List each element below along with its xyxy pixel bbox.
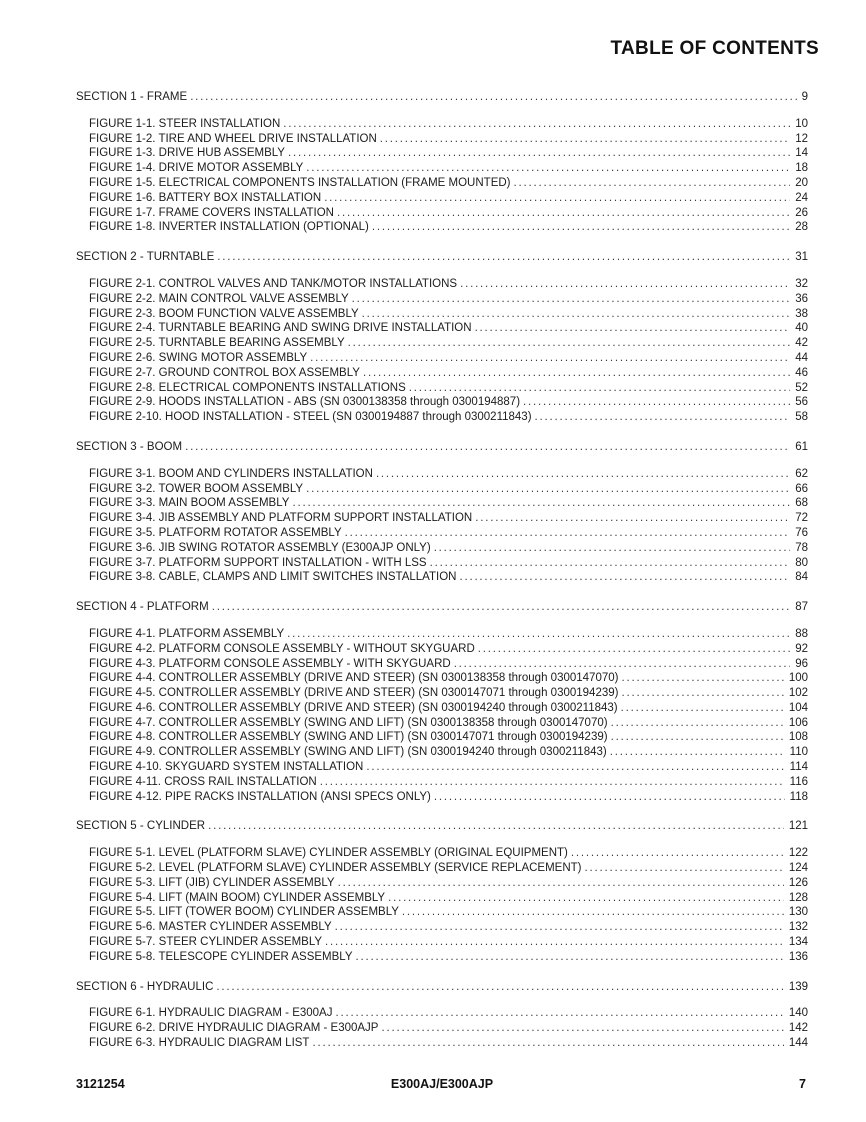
toc-entry-label: FIGURE 1-5. ELECTRICAL COMPONENTS INSTALLATION (FRAME MOUNTED) [89, 176, 511, 189]
toc-entry-row[interactable] [76, 671, 808, 686]
dot-leader [362, 307, 791, 322]
toc-section-entries [76, 846, 808, 964]
toc-entry-row[interactable] [76, 861, 808, 876]
toc-entry-row[interactable] [76, 482, 808, 497]
toc-section-entries [76, 1006, 808, 1050]
toc-entry-row[interactable] [76, 701, 808, 716]
toc-entry-page: 110 [789, 746, 808, 759]
toc-entry-page: 14 [795, 147, 808, 160]
dot-leader [514, 176, 791, 191]
toc-entry-page: 128 [788, 891, 808, 904]
toc-entry-label: FIGURE 5-2. LEVEL (PLATFORM SLAVE) CYLINDER ASSEMBLY (SERVICE REPLACEMENT) [89, 862, 582, 875]
dot-leader [348, 336, 791, 351]
toc-section-label: SECTION 6 - HYDRAULIC [76, 980, 214, 993]
toc-entry-label: FIGURE 1-8. INVERTER INSTALLATION (OPTIONAL) [89, 221, 369, 234]
toc-entry-page: 104 [788, 701, 808, 714]
toc-entry-page: 96 [795, 657, 808, 670]
toc-entry-label: FIGURE 3-6. JIB SWING ROTATOR ASSEMBLY (E300AJP ONLY) [89, 541, 431, 554]
dot-leader [216, 980, 783, 995]
toc-entry-label: FIGURE 3-3. MAIN BOOM ASSEMBLY [89, 497, 290, 510]
dot-leader [335, 1006, 783, 1021]
toc-section [76, 980, 808, 1051]
toc-section-row[interactable] [76, 440, 808, 455]
toc-entry-page: 76 [795, 526, 808, 539]
toc-entry-label: FIGURE 1-7. FRAME COVERS INSTALLATION [89, 206, 334, 219]
toc-entry-row[interactable] [76, 556, 808, 571]
toc-entry-row[interactable] [76, 745, 808, 760]
toc-section [76, 90, 808, 235]
toc-entry-row[interactable] [76, 935, 808, 950]
toc-entry-label: FIGURE 5-6. MASTER CYLINDER ASSEMBLY [89, 921, 332, 934]
toc-entry-row[interactable] [76, 570, 808, 585]
dot-leader [310, 351, 790, 366]
toc-entry-page: 52 [795, 381, 808, 394]
dot-leader [356, 950, 784, 965]
dot-leader [409, 381, 790, 396]
toc-entry-row[interactable] [76, 321, 808, 336]
toc-entry-label: FIGURE 4-3. PLATFORM CONSOLE ASSEMBLY - WITH SKYGUARD [89, 657, 451, 670]
toc-entry-row[interactable] [76, 277, 808, 292]
toc-entry-row[interactable] [76, 381, 808, 396]
dot-leader [287, 627, 790, 642]
dot-leader [430, 556, 791, 571]
toc-entry-label: FIGURE 2-2. MAIN CONTROL VALVE ASSEMBLY [89, 292, 349, 305]
toc-section-row[interactable] [76, 90, 808, 105]
toc-entry-page: 46 [795, 366, 808, 379]
dot-leader [352, 292, 791, 307]
toc-entry-label: FIGURE 3-5. PLATFORM ROTATOR ASSEMBLY [89, 526, 342, 539]
toc-entry-label: FIGURE 4-2. PLATFORM CONSOLE ASSEMBLY - WITHOUT SKYGUARD [89, 642, 475, 655]
toc-entry-row[interactable] [76, 686, 808, 701]
dot-leader [380, 132, 790, 147]
toc-entry-page: 28 [795, 221, 808, 234]
toc-entry-row[interactable] [76, 351, 808, 366]
dot-leader [478, 642, 790, 657]
toc-entry-label: FIGURE 3-8. CABLE, CLAMPS AND LIMIT SWITCHES INSTALLATION [89, 571, 457, 584]
toc-entry-page: 68 [795, 497, 808, 510]
toc-entry-label: FIGURE 5-8. TELESCOPE CYLINDER ASSEMBLY [89, 950, 353, 963]
toc-entry-page: 44 [795, 351, 808, 364]
toc-section-entries [76, 467, 808, 585]
toc-entry-page: 102 [788, 687, 808, 700]
toc-entry-page: 88 [795, 627, 808, 640]
toc-entry-page: 130 [788, 906, 808, 919]
toc-entry-page: 32 [795, 277, 808, 290]
toc-entry-row[interactable] [76, 526, 808, 541]
toc-section-row[interactable] [76, 600, 808, 615]
toc-entry-page: 144 [788, 1037, 808, 1050]
dot-leader [292, 496, 790, 511]
toc-entry-page: 100 [788, 672, 808, 685]
toc-entry-row[interactable] [76, 657, 808, 672]
toc-entry-page: 18 [795, 162, 808, 175]
toc-entry-row[interactable] [76, 876, 808, 891]
toc-entry-label: FIGURE 4-11. CROSS RAIL INSTALLATION [89, 775, 317, 788]
toc-section [76, 600, 808, 804]
toc-section-label: SECTION 4 - PLATFORM [76, 601, 209, 614]
dot-leader [454, 657, 791, 672]
toc-entry-row[interactable] [76, 161, 808, 176]
toc-entry-page: 106 [788, 716, 808, 729]
dot-leader [363, 366, 790, 381]
dot-leader [610, 745, 785, 760]
toc-entry-label: FIGURE 5-4. LIFT (MAIN BOOM) CYLINDER ASSEMBLY [89, 891, 386, 904]
toc-entry-label: FIGURE 4-10. SKYGUARD SYSTEM INSTALLATION [89, 761, 364, 774]
toc-entry-page: 108 [788, 731, 808, 744]
toc-entry-row[interactable] [76, 1006, 808, 1021]
toc-entry-page: 56 [795, 396, 808, 409]
dot-leader [217, 250, 790, 265]
toc-entry-page: 114 [789, 761, 808, 774]
toc-entry-row[interactable] [76, 716, 808, 731]
dot-leader [320, 775, 785, 790]
toc-entry-row[interactable] [76, 891, 808, 906]
toc-entry-row[interactable] [76, 920, 808, 935]
toc-entry-row[interactable] [76, 905, 808, 920]
toc-section [76, 819, 808, 964]
toc-section-page: 31 [795, 251, 808, 264]
dot-leader [381, 1021, 783, 1036]
toc-entry-label: FIGURE 2-10. HOOD INSTALLATION - STEEL (SN 0300194887 through 0300211843) [89, 411, 532, 424]
toc-entry-label: FIGURE 4-8. CONTROLLER ASSEMBLY (SWING AND LIFT) (SN 0300147071 through 0300194239) [89, 731, 608, 744]
dot-leader [571, 846, 784, 861]
dot-leader [372, 220, 790, 235]
footer-page-number: 7 [799, 1077, 806, 1091]
dot-leader [434, 541, 791, 556]
toc-entry-row[interactable] [76, 366, 808, 381]
toc-entry-page: 20 [795, 176, 808, 189]
toc-section-row[interactable] [76, 980, 808, 995]
toc-section-page: 61 [795, 440, 808, 453]
dot-leader [338, 876, 784, 891]
toc-entry-row[interactable] [76, 950, 808, 965]
toc-entry-page: 26 [795, 206, 808, 219]
dot-leader [475, 321, 791, 336]
toc-entry-label: FIGURE 4-9. CONTROLLER ASSEMBLY (SWING AND LIFT) (SN 0300194240 through 0300211843) [89, 746, 607, 759]
toc-entry-page: 92 [795, 642, 808, 655]
toc-entry-page: 36 [795, 292, 808, 305]
toc-entry-page: 134 [788, 936, 808, 949]
toc-entry-page: 116 [789, 775, 808, 788]
toc-entry-label: FIGURE 3-1. BOOM AND CYLINDERS INSTALLATION [89, 467, 373, 480]
dot-leader [306, 482, 790, 497]
dot-leader [459, 570, 790, 585]
toc-entry-page: 10 [795, 117, 808, 130]
dot-leader [621, 686, 783, 701]
toc-entry-row[interactable] [76, 511, 808, 526]
toc-entry-page: 118 [789, 790, 808, 803]
toc-section-entries [76, 277, 808, 425]
toc-section-entries [76, 627, 808, 805]
toc-entry-page: 122 [788, 847, 808, 860]
toc-entry-page: 72 [795, 512, 808, 525]
toc-entry-label: FIGURE 2-9. HOODS INSTALLATION - ABS (SN 0300138358 through 0300194887) [89, 396, 521, 409]
footer-doc-number: 3121254 [76, 1077, 125, 1091]
dot-leader [388, 891, 784, 906]
toc-entry-row[interactable] [76, 176, 808, 191]
toc-entry-page: 126 [788, 876, 808, 889]
toc-entry-label: FIGURE 5-1. LEVEL (PLATFORM SLAVE) CYLINDER ASSEMBLY (ORIGINAL EQUIPMENT) [89, 847, 568, 860]
toc-entry-label: FIGURE 2-6. SWING MOTOR ASSEMBLY [89, 351, 308, 364]
toc-entry-row[interactable] [76, 846, 808, 861]
dot-leader [212, 600, 791, 615]
toc-entry-row[interactable] [76, 541, 808, 556]
toc-entry-row[interactable] [76, 395, 808, 410]
dot-leader [585, 861, 784, 876]
toc-section [76, 250, 808, 425]
toc-entry-label: FIGURE 1-6. BATTERY BOX INSTALLATION [89, 191, 322, 204]
dot-leader [185, 440, 790, 455]
toc-entry-label: FIGURE 2-3. BOOM FUNCTION VALVE ASSEMBLY [89, 307, 359, 320]
toc-entry-row[interactable] [76, 1021, 808, 1036]
toc-entry-label: FIGURE 5-3. LIFT (JIB) CYLINDER ASSEMBLY [89, 876, 335, 889]
dot-leader [366, 760, 784, 775]
toc-entry-label: FIGURE 4-12. PIPE RACKS INSTALLATION (ANSI SPECS ONLY) [89, 790, 431, 803]
dot-leader [523, 395, 790, 410]
toc-entry-label: FIGURE 2-5. TURNTABLE BEARING ASSEMBLY [89, 337, 345, 350]
toc-entry-label: FIGURE 4-7. CONTROLLER ASSEMBLY (SWING AND LIFT) (SN 0300138358 through 0300147070) [89, 716, 608, 729]
toc-section-entries [76, 117, 808, 235]
toc-entry-page: 66 [795, 482, 808, 495]
toc-entry-row[interactable] [76, 307, 808, 322]
footer-model: E300AJ/E300AJP [390, 1077, 494, 1091]
dot-leader [325, 935, 784, 950]
dot-leader [621, 701, 784, 716]
toc-entry-label: FIGURE 6-2. DRIVE HYDRAULIC DIAGRAM - E300AJP [89, 1022, 379, 1035]
dot-leader [460, 277, 790, 292]
toc-entry-label: FIGURE 4-6. CONTROLLER ASSEMBLY (DRIVE AND STEER) (SN 0300194240 through 0300211843) [89, 701, 618, 714]
toc-entry-page: 142 [788, 1022, 808, 1035]
toc-entry-row[interactable] [76, 775, 808, 790]
toc-entry-row[interactable] [76, 336, 808, 351]
dot-leader [611, 730, 784, 745]
toc-section-label: SECTION 5 - CYLINDER [76, 820, 206, 833]
dot-leader [208, 819, 784, 834]
toc-entry-page: 136 [788, 950, 808, 963]
toc-entry-page: 12 [795, 132, 808, 145]
toc-entry-row[interactable] [76, 496, 808, 511]
dot-leader [337, 206, 790, 221]
toc-entry-row[interactable] [76, 642, 808, 657]
toc-entry-label: FIGURE 1-4. DRIVE MOTOR ASSEMBLY [89, 162, 304, 175]
toc-entry-label: FIGURE 3-2. TOWER BOOM ASSEMBLY [89, 482, 304, 495]
toc-entry-label: FIGURE 1-2. TIRE AND WHEEL DRIVE INSTALLATION [89, 132, 377, 145]
toc-entry-page: 38 [795, 307, 808, 320]
toc-entry-label: FIGURE 1-3. DRIVE HUB ASSEMBLY [89, 147, 285, 160]
toc-entry-page: 40 [795, 322, 808, 335]
toc-entry-row[interactable] [76, 410, 808, 425]
toc-entry-page: 62 [795, 467, 808, 480]
dot-leader [283, 117, 790, 132]
toc-entry-row[interactable] [76, 467, 808, 482]
dot-leader [434, 790, 785, 805]
toc-entry-row[interactable] [76, 1036, 808, 1051]
toc-entry-page: 124 [788, 862, 808, 875]
toc-entry-label: FIGURE 6-3. HYDRAULIC DIAGRAM LIST [89, 1037, 310, 1050]
toc-entry-row[interactable] [76, 206, 808, 221]
toc-entry-label: FIGURE 5-5. LIFT (TOWER BOOM) CYLINDER ASSEMBLY [89, 906, 399, 919]
toc-entry-label: FIGURE 3-4. JIB ASSEMBLY AND PLATFORM SUPPORT INSTALLATION [89, 512, 473, 525]
toc-section-page: 9 [801, 91, 808, 103]
toc-section-row[interactable] [76, 250, 808, 265]
dot-leader [376, 467, 790, 482]
toc-entry-page: 140 [788, 1007, 808, 1020]
toc-entry-label: FIGURE 4-1. PLATFORM ASSEMBLY [89, 627, 285, 640]
toc-entry-row[interactable] [76, 191, 808, 206]
toc-entry-page: 80 [795, 556, 808, 569]
toc-entry-row[interactable] [76, 132, 808, 147]
dot-leader [535, 410, 791, 425]
toc-entry-page: 42 [795, 337, 808, 350]
toc-entry-row[interactable] [76, 117, 808, 132]
toc-section-label: SECTION 3 - BOOM [76, 440, 183, 453]
dot-leader [475, 511, 790, 526]
toc-entry-label: FIGURE 5-7. STEER CYLINDER ASSEMBLY [89, 936, 323, 949]
toc-entry-row[interactable] [76, 220, 808, 235]
toc-entry-row[interactable] [76, 627, 808, 642]
dot-leader [288, 146, 790, 161]
toc-entry-row[interactable] [76, 790, 808, 805]
dot-leader [621, 671, 783, 686]
toc-entry-row[interactable] [76, 146, 808, 161]
toc-entry-page: 58 [795, 411, 808, 424]
toc-section-page: 121 [788, 820, 808, 833]
toc-section-page: 87 [795, 601, 808, 614]
toc-entry-row[interactable] [76, 292, 808, 307]
toc-section-page: 139 [788, 980, 808, 993]
toc-section-label: SECTION 2 - TURNTABLE [76, 251, 215, 264]
toc-entry-label: FIGURE 2-1. CONTROL VALVES AND TANK/MOTOR INSTALLATIONS [89, 277, 458, 290]
toc-section-label: SECTION 1 - FRAME [76, 91, 188, 103]
toc-entry-label: FIGURE 2-4. TURNTABLE BEARING AND SWING DRIVE INSTALLATION [89, 322, 472, 335]
dot-leader [335, 920, 784, 935]
dot-leader [402, 905, 784, 920]
toc-entry-page: 24 [795, 191, 808, 204]
toc-entry-row[interactable] [76, 730, 808, 745]
page-title: TABLE OF CONTENTS [610, 38, 819, 59]
toc-entry-label: FIGURE 4-4. CONTROLLER ASSEMBLY (DRIVE AND STEER) (SN 0300138358 through 0300147070) [89, 672, 619, 685]
dot-leader [190, 90, 796, 105]
dot-leader [312, 1036, 783, 1051]
toc-entry-page: 84 [795, 571, 808, 584]
dot-leader [345, 526, 791, 541]
toc-entry-label: FIGURE 4-5. CONTROLLER ASSEMBLY (DRIVE AND STEER) (SN 0300147071 through 0300194239) [89, 687, 619, 700]
dot-leader [324, 191, 790, 206]
toc-entry-label: FIGURE 2-8. ELECTRICAL COMPONENTS INSTALLATIONS [89, 381, 406, 394]
toc-entry-page: 78 [795, 541, 808, 554]
toc-entry-label: FIGURE 6-1. HYDRAULIC DIAGRAM - E300AJ [89, 1007, 333, 1020]
toc-entry-row[interactable] [76, 760, 808, 775]
dot-leader [611, 716, 784, 731]
toc-entry-page: 132 [788, 921, 808, 934]
toc-entry-label: FIGURE 2-7. GROUND CONTROL BOX ASSEMBLY [89, 366, 360, 379]
toc-entry-label: FIGURE 1-1. STEER INSTALLATION [89, 117, 281, 130]
toc-section-row[interactable] [76, 819, 808, 834]
table-of-contents [76, 90, 808, 1066]
toc-entry-label: FIGURE 3-7. PLATFORM SUPPORT INSTALLATION - WITH LSS [89, 556, 427, 569]
dot-leader [306, 161, 790, 176]
toc-section [76, 440, 808, 585]
